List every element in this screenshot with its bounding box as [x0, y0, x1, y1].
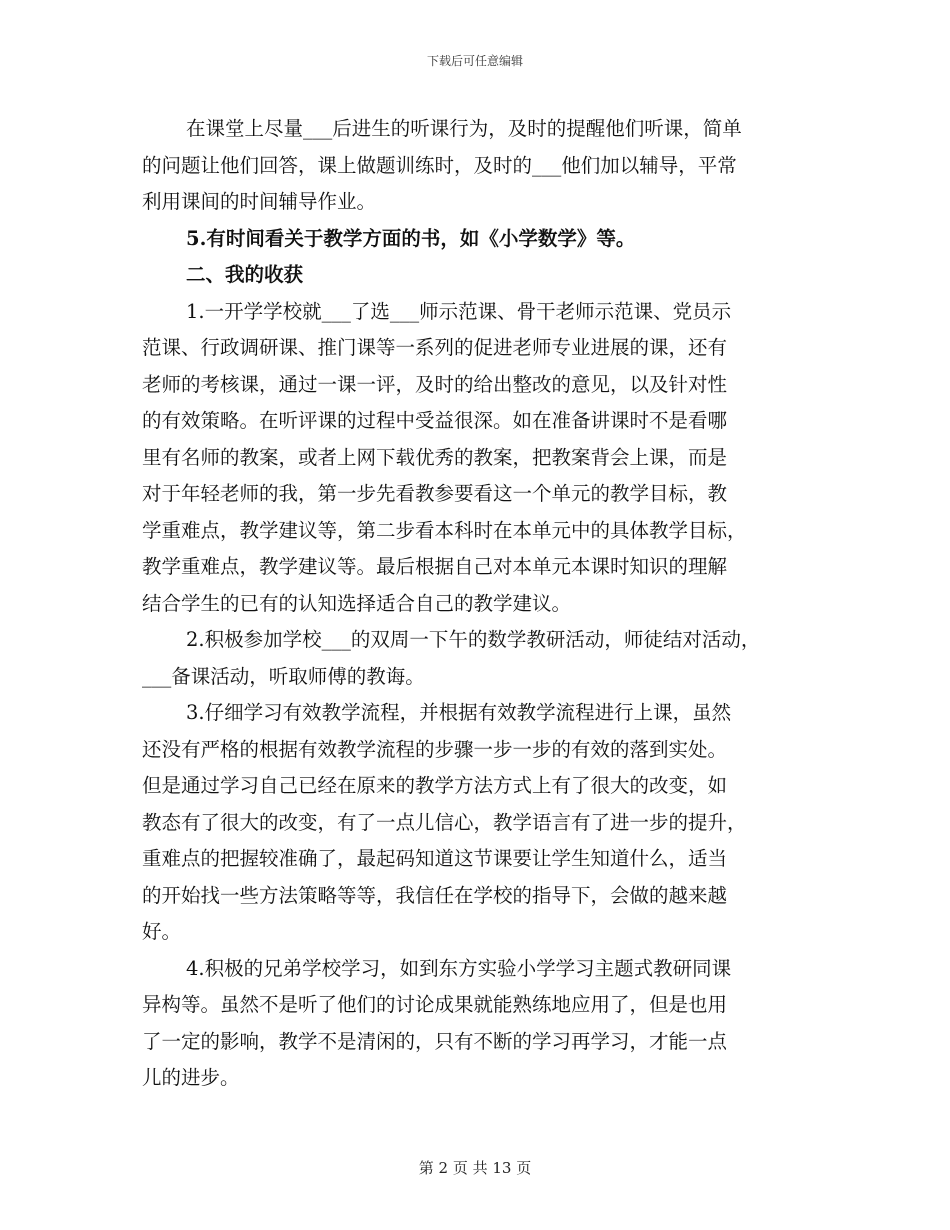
- text-line: 但是通过学习自己已经在原来的教学方法方式上有了很大的改变，如: [142, 774, 728, 797]
- item-5-heading: [142, 221, 822, 258]
- text-line: 二、我的收获: [186, 263, 304, 286]
- page-footer: 第 2 页 共 13 页: [418, 1159, 532, 1177]
- text-line: 了一定的影响，教学不是清闲的，只有不断的学习再学习，才能一点: [142, 1029, 728, 1053]
- paragraph-gain-2: [142, 622, 822, 695]
- text-line: 重难点的把握较准确了，最起码知道这节课要让学生知道什么，适当: [142, 847, 728, 870]
- text-line: 好。: [142, 920, 182, 943]
- text-line: 的开始找一些方法策略等等，我信任在学校的指导下，会做的越来越: [142, 883, 728, 907]
- document-body: [142, 111, 822, 1097]
- text-line: 还没有严格的根据有效教学流程的步骤一步一步的有效的落到实处。: [142, 737, 728, 761]
- section-heading-gains: [142, 257, 822, 294]
- paragraph-gain-4: [142, 951, 822, 1097]
- text-line: 教学重难点，教学建议等。最后根据自己对本单元本课时知识的理解: [142, 555, 728, 578]
- text-line: 老师的考核课，通过一课一评，及时的给出整改的意见，以及针对性: [142, 372, 728, 396]
- page-header: 下载后可任意编辑: [426, 54, 523, 68]
- text-line: 对于年轻老师的我，第一步先看教参要看这一个单元的教学目标，教: [142, 482, 728, 505]
- paragraph-gain-3: [142, 695, 822, 951]
- text-line: 教态有了很大的改变，有了一点儿信心，教学语言有了进一步的提升，: [142, 810, 747, 834]
- text-line: 在课堂上尽量___后进生的听课行为，及时的提醒他们听课，简单: [186, 117, 742, 140]
- text-line: 利用课间的时间辅导作业。: [142, 190, 377, 213]
- text-line: ___备课活动，听取师傅的教诲。: [142, 664, 425, 688]
- text-line: 5.有时间看关于教学方面的书，如《小学数学》等。: [186, 226, 636, 250]
- text-line: 的有效策略。在听评课的过程中受益很深。如在准备讲课时不是看哪: [142, 409, 728, 432]
- text-line: 的问题让他们回答，课上做题训练时，及时的___他们加以辅导，平常: [142, 153, 737, 177]
- paragraph-gain-1: [142, 294, 822, 623]
- text-line: 1.一开学学校就___了选___师示范课、骨干老师示范课、党员示: [186, 299, 732, 323]
- text-line: 3.仔细学习有效教学流程，并根据有效教学流程进行上课，虽然: [186, 701, 732, 724]
- text-line: 儿的进步。: [142, 1066, 240, 1089]
- text-line: 里有名师的教案，或者上网下载优秀的教案，把教案背会上课，而是: [142, 445, 728, 469]
- text-line: 结合学生的已有的认知选择适合自己的教学建议。: [142, 591, 572, 615]
- text-line: 学重难点，教学建议等，第二步看本科时在本单元中的具体教学目标，: [142, 518, 747, 542]
- text-line: 异构等。虽然不是听了他们的讨论成果就能熟练地应用了，但是也用: [142, 993, 728, 1016]
- text-line: 2.积极参加学校___的双周一下午的数学教研活动，师徒结对活动，: [186, 628, 761, 651]
- text-line: 4.积极的兄弟学校学习，如到东方实验小学学习主题式教研同课: [186, 956, 732, 980]
- paragraph-classroom-attention: [142, 111, 822, 221]
- text-line: 范课、行政调研课、推门课等一系列的促进老师专业进展的课，还有: [142, 336, 728, 359]
